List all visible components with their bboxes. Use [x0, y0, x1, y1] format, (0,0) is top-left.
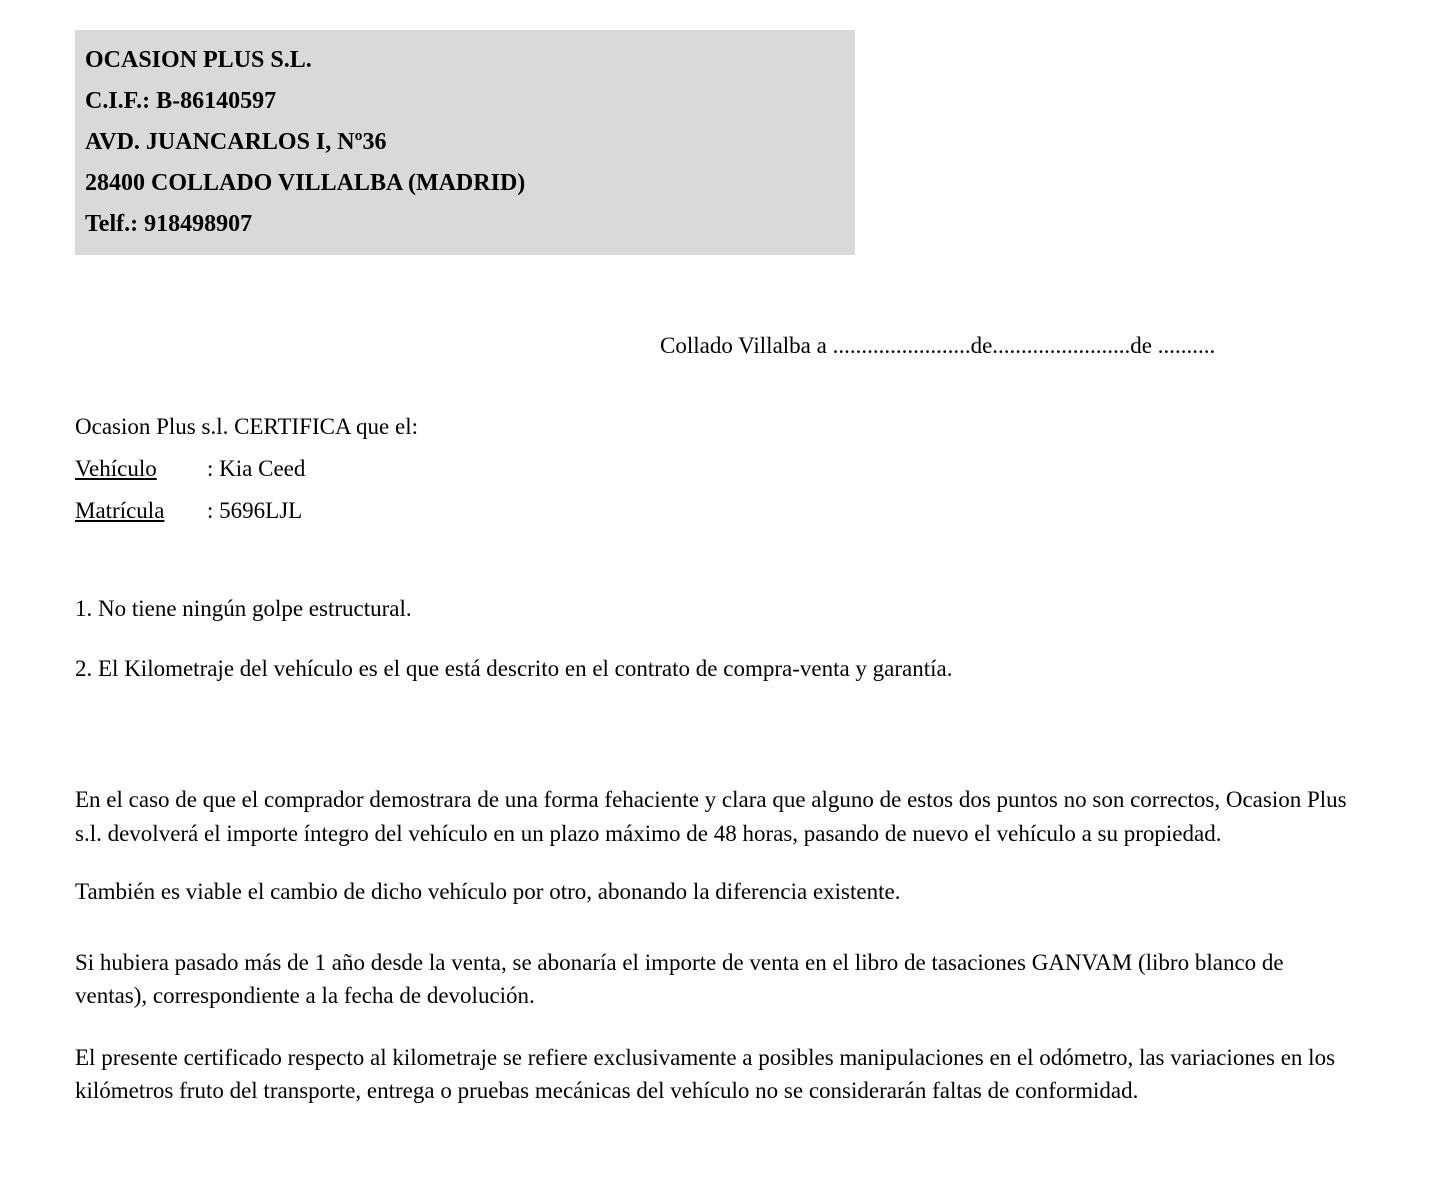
paragraph: El presente certificado respecto al kilometraje se refiere exclusivamente a posibles manipulaciones en el odómetro, las variaciones en los kilómetros fruto del transporte, entrega o pruebas mecánicas del vehículo no se considerarán faltas de conformidad.: [75, 1044, 1336, 1103]
company-address: AVD. JUANCARLOS I, Nº36: [85, 129, 387, 155]
point-item: 1. No tiene ningún golpe estructural.: [75, 596, 412, 621]
plate-label: Matrícula: [75, 498, 165, 523]
company-cif: C.I.F.: B-86140597: [85, 88, 277, 114]
date-line: Collado Villalba a ........................de........................de ..........: [660, 333, 1216, 358]
plate-row: [75, 490, 1360, 532]
paragraph: También es viable el cambio de dicho vehículo por otro, abonando la diferencia existente.: [75, 879, 901, 904]
plate-label-wrap: [75, 490, 207, 532]
company-city: 28400 COLLADO VILLALBA (MADRID): [85, 170, 526, 196]
paragraph: En el caso de que el comprador demostrara de una forma fehaciente y clara que alguno de estos dos puntos no son correctos, Ocasion Plus s.l. devolverá el importe íntegro del vehículo en un plazo máximo de 48 horas, pasando de nuevo el vehículo a su propiedad.: [75, 787, 1347, 846]
points-list: [75, 592, 1360, 685]
paragraph: Si hubiera pasado más de 1 año desde la venta, se abonaría el importe de venta en el libro de tasaciones GANVAM (libro blanco de ventas), correspondiente a la fecha de devolución.: [75, 949, 1284, 1008]
plate-value: : 5696LJL: [207, 498, 303, 523]
vehicle-row: [75, 448, 1360, 490]
company-phone: Telf.: 918498907: [85, 211, 253, 237]
certification-block: [75, 406, 1360, 532]
company-header: [75, 30, 855, 255]
certification-intro: Ocasion Plus s.l. CERTIFICA que el:: [75, 414, 418, 439]
vehicle-label: Vehículo: [75, 456, 157, 481]
company-name: OCASION PLUS S.L.: [85, 47, 312, 73]
vehicle-label-wrap: [75, 448, 207, 490]
vehicle-value: : Kia Ceed: [207, 456, 306, 481]
body-paragraphs: [75, 783, 1360, 1108]
point-item: 2. El Kilometraje del vehículo es el que está descrito en el contrato de compra-venta y garantía.: [75, 656, 953, 681]
